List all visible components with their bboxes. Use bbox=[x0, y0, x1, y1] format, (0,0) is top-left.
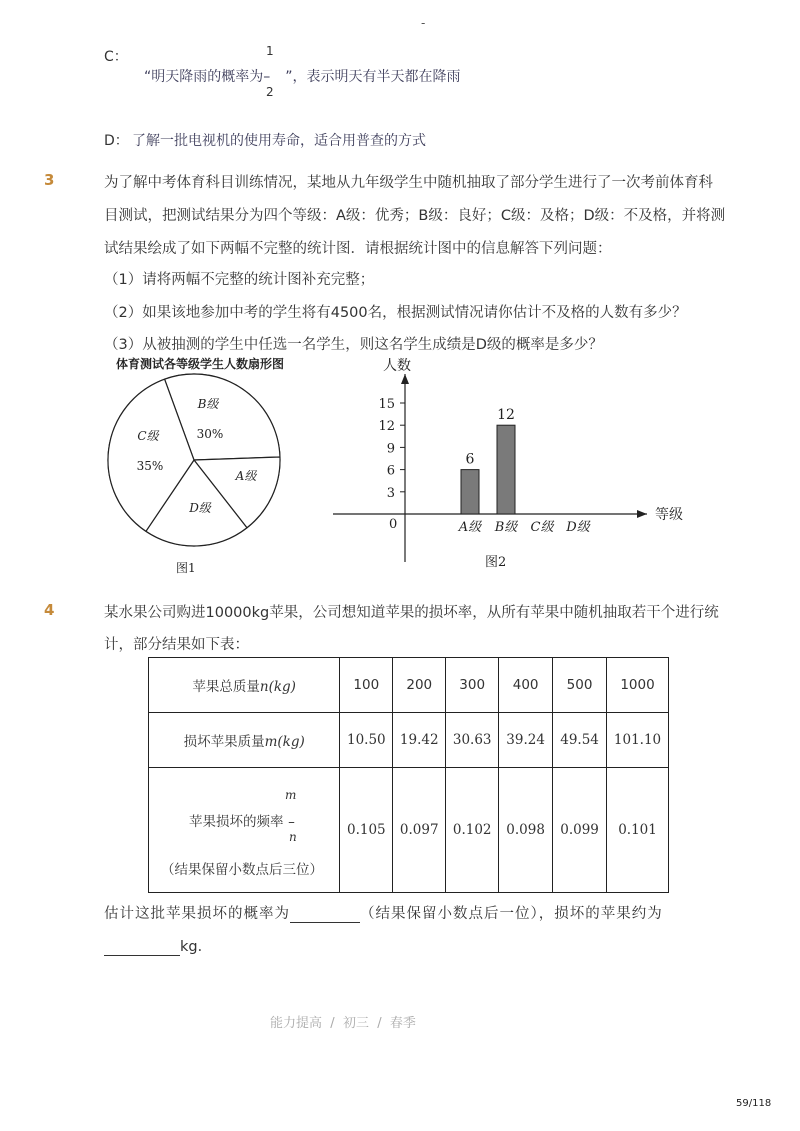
y-tick-label: 3 bbox=[386, 485, 395, 501]
table-cell: 0.102 bbox=[446, 768, 499, 893]
y-tick-label: 12 bbox=[378, 419, 395, 435]
row3-dash: – bbox=[288, 814, 295, 830]
row1-label: 苹果总质量n(kg) bbox=[149, 658, 340, 713]
q3-line-2: 目测试，把测试结果分为四个等级：A级：优秀；B级：良好；C级：及格；D级：不及格，并将测 bbox=[104, 208, 726, 224]
y-tick-label: 15 bbox=[378, 397, 395, 412]
y-axis-arrow bbox=[401, 374, 409, 384]
option-c-text: “明天降雨的概率为– ”，表示明天有半天都在降雨 bbox=[144, 69, 461, 85]
pie-chart bbox=[100, 352, 290, 577]
table-cell: 0.097 bbox=[393, 768, 446, 893]
table-cell: 10.50 bbox=[340, 713, 393, 768]
q3-sub-1: （1）请将两幅不完整的统计图补充完整； bbox=[104, 272, 375, 288]
x-tick-label: C级 bbox=[530, 520, 554, 535]
bar-value-label: 12 bbox=[497, 407, 515, 424]
pie-slice-percent: 35% bbox=[136, 459, 164, 473]
table-cell: 0.099 bbox=[553, 768, 607, 893]
table-row bbox=[149, 713, 669, 768]
bar-caption: 图2 bbox=[485, 555, 507, 570]
pie-title: 体育测试各等级学生人数扇形图 bbox=[116, 357, 285, 371]
answer-line-1: 估计这批苹果损坏的概率为 （结果保留小数点后一位），损坏的苹果约为 bbox=[104, 906, 663, 922]
answer-line-2: kg． bbox=[104, 935, 212, 956]
answer-blank-mass[interactable] bbox=[104, 941, 180, 956]
table-cell: 101.10 bbox=[607, 713, 669, 768]
x-axis-label: 等级 bbox=[655, 507, 683, 523]
table-cell: 200 bbox=[393, 658, 446, 713]
table-cell: 0.098 bbox=[499, 768, 553, 893]
table-cell: 39.24 bbox=[499, 713, 553, 768]
bar-chart bbox=[325, 352, 705, 572]
origin-label: 0 bbox=[389, 517, 398, 532]
table-row bbox=[149, 768, 669, 893]
table-cell: 0.105 bbox=[340, 768, 393, 893]
row3-frac-num: m bbox=[285, 788, 297, 802]
x-axis-arrow bbox=[637, 510, 647, 518]
q4-line-1: 某水果公司购进10000kg苹果，公司想知道苹果的损坏率，从所有苹果中随机抽取若干个进行统 bbox=[104, 605, 719, 621]
q3-sub-2: （2）如果该地参加中考的学生将有4500名，根据测试情况请你估计不及格的人数有多少？ bbox=[104, 305, 687, 321]
x-tick-label: D级 bbox=[566, 520, 590, 535]
option-c-frac-num: 1 bbox=[266, 44, 274, 58]
table-row bbox=[149, 658, 669, 713]
row3-frac-den: n bbox=[289, 830, 297, 844]
option-d-text: 了解一批电视机的使用寿命，适合用普查的方式 bbox=[132, 133, 426, 149]
option-c-frac-den: 2 bbox=[266, 85, 274, 99]
table-cell: 1000 bbox=[607, 658, 669, 713]
top-mark: - bbox=[421, 16, 426, 30]
table-cell: 49.54 bbox=[553, 713, 607, 768]
pie-slice-label: B级 bbox=[197, 397, 219, 411]
question-4-number: 4 bbox=[44, 601, 55, 619]
bar bbox=[497, 425, 515, 514]
y-axis-label: 人数 bbox=[383, 358, 411, 374]
table-cell: 300 bbox=[446, 658, 499, 713]
bar-value-label: 6 bbox=[465, 451, 475, 468]
table-cell: 100 bbox=[340, 658, 393, 713]
y-tick-label: 9 bbox=[386, 441, 395, 457]
apple-table bbox=[148, 657, 669, 893]
table-cell: 0.101 bbox=[607, 768, 669, 893]
x-tick-label: B级 bbox=[494, 520, 518, 535]
option-c-dash: – bbox=[263, 69, 271, 85]
q3-line-3: 试结果绘成了如下两幅不完整的统计图．请根据统计图中的信息解答下列问题： bbox=[104, 241, 612, 257]
row2-label: 损坏苹果质量m(kg) bbox=[149, 713, 340, 768]
row3-note: （结果保留小数点后三位） bbox=[161, 862, 323, 878]
table-cell: 19.42 bbox=[393, 713, 446, 768]
table-cell: 500 bbox=[553, 658, 607, 713]
y-tick-label: 6 bbox=[386, 463, 395, 479]
pie-slice-label: A级 bbox=[235, 469, 257, 483]
q3-line-1: 为了解中考体育科目训练情况，某地从九年级学生中随机抽取了部分学生进行了一次考前体育科 bbox=[104, 175, 713, 191]
pie-slice-percent: 30% bbox=[196, 427, 224, 441]
table-cell: 30.63 bbox=[446, 713, 499, 768]
page-number: 59/118 bbox=[736, 1098, 772, 1109]
table-cell: 400 bbox=[499, 658, 553, 713]
q3-sub-3: （3）从被抽测的学生中任选一名学生，则这名学生成绩是D级的概率是多少？ bbox=[104, 337, 603, 353]
q4-line-2: 计，部分结果如下表： bbox=[104, 637, 249, 653]
option-d-label: D： bbox=[104, 133, 129, 149]
pie-slice-label: D级 bbox=[189, 501, 211, 515]
row3-label: m 苹果损坏的频率 – n （结果保留小数点后三位） bbox=[149, 768, 340, 893]
footer: 能力提高 / 初三 / 春季 bbox=[270, 1016, 416, 1031]
pie-slice-label: C级 bbox=[137, 429, 159, 443]
pie-caption: 图1 bbox=[176, 561, 196, 575]
bar bbox=[461, 470, 479, 514]
option-c-label: C： bbox=[104, 49, 128, 65]
answer-blank-probability[interactable] bbox=[290, 908, 360, 923]
x-tick-label: A级 bbox=[458, 520, 482, 535]
question-3-number: 3 bbox=[44, 171, 55, 189]
